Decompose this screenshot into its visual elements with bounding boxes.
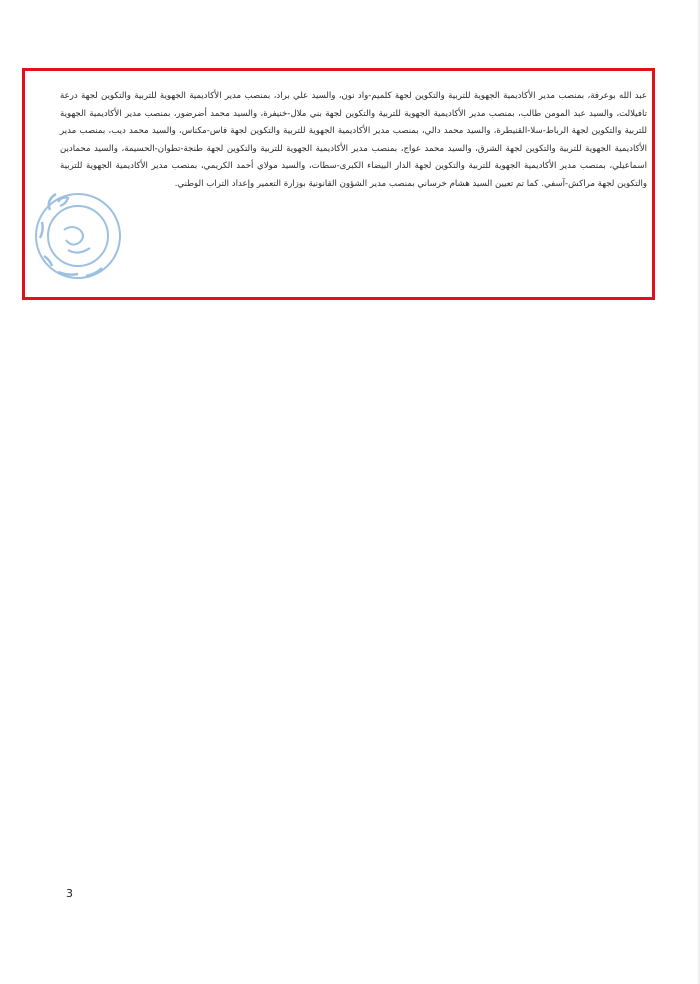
page-number: 3 (66, 887, 73, 900)
announcement-paragraph: عبد الله بوعرفة، بمنصب مدير الأكاديمية الجهوية للتربية والتكوين لجهة كلميم-واد نون، والسيد علي براد، بمنصب مدير الأكاديمية الجهوية للتربية والتكوين لجهة درعة تافيلالت، والسيد عبد المومن طالب، بمنصب مدير الأكاديمية الجهوية للتربية والتكوين لجهة بني ملال-خنيفرة، والسيد محمد أضرضور، بمنصب مدير الأكاديمية الجهوية للتربية والتكوين لجهة الرباط-سلا-القنيطرة، والسيد محمد دالي، بمنصب مدير الأكاديمية الجهوية للتربية والتكوين لجهة فاس-مكناس، والسيد محمد ديب، بمنصب مدير الأكاديمية الجهوية للتربية والتكوين لجهة الشرق، والسيد محمد عواج، بمنصب مدير الأكاديمية الجهوية للتربية والتكوين لجهة طنجة-تطوان-الحسيمة، والسيد محمادين اسماعيلي، بمنصب مدير الأكاديمية الجهوية للتربية والتكوين لجهة الدار البيضاء الكبرى-سطات، والسيد مولاي أحمد الكريمي، بمنصب مدير الأكاديمية الجهوية للتربية والتكوين لجهة مراكش-آسفي. كما تم تعيين السيد هشام خرساني بمنصب مدير الشؤون القانونية بوزارة التعمير وإعداد التراب الوطني. (60, 91, 647, 189)
